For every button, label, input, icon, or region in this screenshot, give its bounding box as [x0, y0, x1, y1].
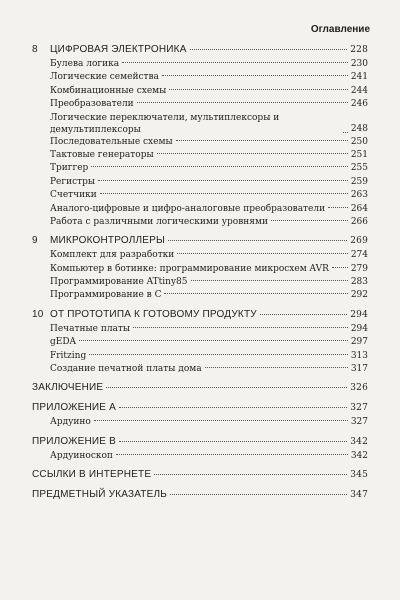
- toc-entry[interactable]: [50, 71, 368, 84]
- toc-chapter: [32, 235, 368, 303]
- entry-label: Логические семейства: [50, 72, 159, 83]
- dot-leader: [332, 267, 348, 268]
- entry-label: Программирование в C: [50, 290, 162, 301]
- entry-page-number: 342: [350, 450, 368, 461]
- toc-entry[interactable]: [50, 162, 368, 175]
- entry-label: Fritzing: [50, 350, 87, 361]
- chapter-page-number: 269: [350, 236, 368, 247]
- chapter-number: 9: [32, 235, 38, 247]
- toc-entry[interactable]: [50, 336, 368, 349]
- entry-page-number: 255: [350, 163, 368, 174]
- toc-entry[interactable]: [50, 416, 368, 429]
- entry-page-number: 292: [350, 290, 368, 301]
- dot-leader: [190, 49, 348, 50]
- toc-entry[interactable]: [50, 263, 368, 276]
- toc-entry[interactable]: [50, 323, 368, 336]
- dot-leader: [119, 441, 347, 442]
- entry-page-number: 230: [350, 59, 368, 69]
- toc-entry[interactable]: [50, 176, 368, 189]
- toc-entry[interactable]: [50, 249, 368, 262]
- dot-leader: [79, 340, 348, 341]
- entry-label: Логические переключатели, мультиплексоры и демультиплексоры: [50, 112, 280, 135]
- chapter-title: ОТ ПРОТОТИПА К ГОТОВОМУ ПРОДУКТУ: [50, 308, 257, 320]
- entry-page-number: 327: [350, 417, 368, 428]
- page-header-title: Оглавление: [310, 24, 370, 35]
- chapter-number: 10: [32, 308, 44, 320]
- entry-label: Печатные платы: [50, 323, 131, 334]
- chapter-page-number: 327: [350, 403, 368, 414]
- entry-label: Программирование ATtiny85: [50, 277, 188, 288]
- chapter-title: ЗАКЛЮЧЕНИЕ: [32, 382, 104, 394]
- entry-label: Комплект для разработки: [50, 250, 175, 261]
- dot-leader: [176, 140, 348, 141]
- dot-leader: [191, 280, 348, 281]
- toc-chapter: [32, 402, 368, 429]
- dot-leader: [94, 420, 348, 421]
- entry-label: gEDA: [50, 337, 77, 348]
- entry-label: Последовательные схемы: [50, 136, 173, 147]
- chapter-title: ПРИЛОЖЕНИЕ В: [32, 435, 116, 447]
- entry-page-number: 274: [350, 250, 368, 261]
- dot-leader: [343, 132, 348, 133]
- dot-leader: [260, 314, 347, 315]
- dot-leader: [168, 240, 347, 241]
- entry-label: Триггер: [50, 163, 89, 174]
- toc-chapter: [32, 469, 368, 483]
- chapter-page-number: 342: [350, 436, 368, 447]
- entry-page-number: 279: [350, 263, 368, 274]
- chapter-heading[interactable]: [32, 402, 368, 416]
- entry-label: Работа с различными логическими уровнями: [50, 216, 268, 227]
- toc-entry[interactable]: [50, 216, 368, 229]
- chapter-heading[interactable]: [32, 489, 368, 503]
- entry-label: Комбинационные схемы: [50, 85, 167, 96]
- toc-chapter: [32, 309, 368, 377]
- entry-page-number: 294: [350, 323, 368, 334]
- dot-leader: [271, 220, 348, 221]
- dot-leader: [119, 407, 347, 408]
- entry-page-number: 248: [350, 123, 368, 134]
- entry-page-number: 263: [350, 190, 368, 201]
- dot-leader: [164, 293, 347, 294]
- toc-chapter: [32, 382, 368, 396]
- toc-entry[interactable]: [50, 363, 368, 376]
- chapter-title: ПРЕДМЕТНЫЙ УКАЗАТЕЛЬ: [32, 489, 168, 501]
- dot-leader: [157, 153, 348, 154]
- toc-entry[interactable]: [50, 98, 368, 111]
- chapter-heading[interactable]: [32, 469, 368, 483]
- entry-page-number: 251: [350, 149, 368, 160]
- toc-entry[interactable]: [50, 350, 368, 363]
- dot-leader: [91, 166, 348, 167]
- chapter-page-number: 326: [350, 383, 368, 394]
- entry-page-number: 244: [350, 85, 368, 96]
- entry-label: Создание печатной платы дома: [50, 364, 202, 375]
- entry-page-number: 246: [350, 99, 368, 110]
- entry-label: Аналого-цифровые и цифро-аналоговые преобразователи: [50, 203, 326, 214]
- dot-leader: [100, 193, 348, 194]
- entry-label: Регистры: [50, 176, 96, 187]
- dot-leader: [169, 89, 347, 90]
- dot-leader: [205, 367, 348, 368]
- toc-entry[interactable]: [50, 149, 368, 162]
- entry-label: Преобразователи: [50, 99, 134, 110]
- chapter-number: 8: [32, 44, 38, 55]
- entry-label: Ардуино: [50, 417, 91, 428]
- entry-page-number: 259: [350, 176, 368, 187]
- chapter-page-number: 228: [350, 45, 368, 55]
- entry-page-number: 250: [350, 136, 368, 147]
- toc-entry[interactable]: [50, 85, 368, 98]
- entry-page-number: 313: [350, 350, 368, 361]
- entry-label: Компьютер в ботинке: программирование микросхем AVR: [50, 263, 329, 274]
- toc-entry[interactable]: [50, 450, 368, 463]
- chapter-title: ССЫЛКИ В ИНТЕРНЕТЕ: [32, 469, 152, 481]
- dot-leader: [328, 207, 348, 208]
- chapter-heading[interactable]: [32, 309, 368, 323]
- dot-leader: [122, 62, 348, 63]
- entry-page-number: 264: [350, 203, 368, 214]
- entry-page-number: 297: [350, 337, 368, 348]
- toc-chapter: [32, 436, 368, 463]
- entry-page-number: 241: [350, 72, 368, 83]
- dot-leader: [89, 354, 348, 355]
- toc-chapter: [32, 44, 368, 229]
- dot-leader: [106, 387, 347, 388]
- entry-page-number: 283: [350, 277, 368, 288]
- table-of-contents: [32, 44, 368, 509]
- chapter-heading[interactable]: [32, 44, 368, 58]
- entry-label: Ардуиноскоп: [50, 450, 113, 461]
- chapter-heading[interactable]: [32, 382, 368, 396]
- chapter-title: МИКРОКОНТРОЛЛЕРЫ: [50, 235, 166, 247]
- dot-leader: [177, 253, 348, 254]
- chapter-page-number: 345: [350, 470, 368, 481]
- entry-label: Булева логика: [50, 59, 120, 69]
- chapter-heading[interactable]: [32, 235, 368, 249]
- chapter-page-number: 347: [350, 490, 368, 501]
- chapter-heading[interactable]: [32, 436, 368, 450]
- entry-page-number: 317: [350, 364, 368, 375]
- dot-leader: [170, 494, 347, 495]
- toc-entry[interactable]: [50, 112, 368, 136]
- entry-label: Счетчики: [50, 190, 97, 201]
- chapter-title: ПРИЛОЖЕНИЕ А: [32, 402, 116, 414]
- toc-entry[interactable]: [50, 136, 368, 149]
- chapter-page-number: 294: [350, 309, 368, 320]
- dot-leader: [98, 180, 348, 181]
- toc-entry[interactable]: [50, 289, 368, 302]
- dot-leader: [137, 102, 348, 103]
- chapter-title: ЦИФРОВАЯ ЭЛЕКТРОНИКА: [50, 44, 187, 55]
- entry-page-number: 266: [350, 216, 368, 227]
- dot-leader: [162, 75, 348, 76]
- dot-leader: [116, 454, 348, 455]
- toc-entry[interactable]: [50, 203, 368, 216]
- toc-chapter: [32, 489, 368, 503]
- toc-entry[interactable]: [50, 189, 368, 202]
- toc-entry[interactable]: [50, 58, 368, 71]
- dot-leader: [133, 327, 348, 328]
- entry-label: Тактовые генераторы: [50, 149, 154, 160]
- dot-leader: [154, 474, 347, 475]
- toc-entry[interactable]: [50, 276, 368, 289]
